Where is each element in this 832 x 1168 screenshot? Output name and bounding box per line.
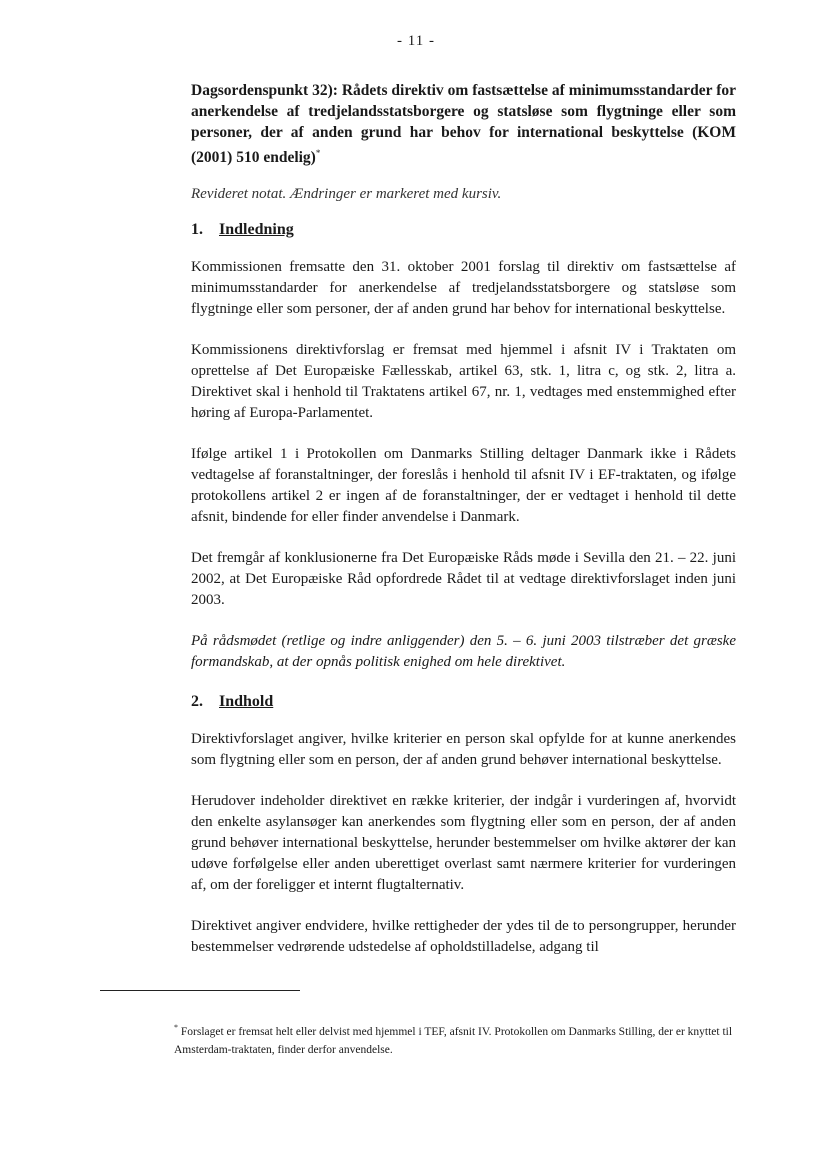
paragraph-revised: På rådsmødet (retlige og indre anliggender) den 5. – 6. juni 2003 tilstræber det græske formandskab, at der opnås politisk enighed om hele direktivet. bbox=[191, 633, 736, 671]
section-label: Indhold bbox=[219, 693, 274, 711]
section-title-indledning bbox=[191, 221, 736, 239]
heading-text: Dagsordenspunkt 32): Rådets direktiv om fastsættelse af minimumsstandarder for anerkendelse af tredjelandsstatsborgere og statsløse som flygtninge eller som personer, der af anden grund har behov for international beskyttelse (KOM (2001) 510 endelig) bbox=[191, 82, 736, 167]
section-number: 2. bbox=[191, 693, 203, 711]
footnote-marker: * bbox=[174, 1023, 178, 1032]
footnote-marker: * bbox=[315, 148, 321, 158]
paragraph: Det fremgår af konklusionerne fra Det Europæiske Råds møde i Sevilla den 21. – 22. juni 2002, at Det Europæiske Råd opfordrede Rådet til at vedtage direktivforslaget inden juni 2003. bbox=[191, 550, 736, 609]
footnote-divider bbox=[100, 990, 300, 991]
section-label: Indledning bbox=[219, 221, 294, 239]
footnote-text: Forslaget er fremsat helt eller delvist med hjemmel i TEF, afsnit IV. Protokollen om Danmarks Stilling, der er knyttet til Amsterdam-traktaten, finder derfor anvendelse. bbox=[174, 1025, 733, 1056]
section-title-indhold bbox=[191, 693, 736, 711]
paragraph: Direktivet angiver endvidere, hvilke rettigheder der ydes til de to persongrupper, herunder bestemmelser vedrørende udstedelse af opholdstilladelse, adgang til bbox=[191, 918, 736, 956]
paragraph: Ifølge artikel 1 i Protokollen om Danmarks Stilling deltager Danmark ikke i Rådets vedtagelse af foranstaltninger, der foreslås i henhold til afsnit IV i EF-traktaten, og ifølge protokollens artikel 2 er ingen af de foranstaltninger, der er vedtaget i henhold til dette afsnit, bindende for eller finder anvendelse i Danmark. bbox=[191, 446, 736, 526]
paragraph: Kommissionens direktivforslag er fremsat med hjemmel i afsnit IV i Traktaten om oprettelse af Det Europæiske Fællesskab, artikel 63, stk. 1, litra c, og stk. 2, litra a. Direktivet skal i henhold til Traktatens artikel 67, nr. 1, vedtages med enstemmighed efter høring af Europa-Parlamentet. bbox=[191, 342, 736, 422]
paragraph: Herudover indeholder direktivet en række kriterier, der indgår i vurderingen af, hvorvidt den enkelte asylansøger kan anerkendes som flygtning eller som en person, der af anden grund behøver international beskyttelse, herunder bestemmelser om hvilke aktører der kan udøve forfølgelse eller anden uberettiget overlast samt nærmere kriterier for vurderingen af, om der foreligger et internt flugtalternativ. bbox=[191, 793, 736, 894]
paragraph: Kommissionen fremsatte den 31. oktober 2001 forslag til direktiv om fastsættelse af minimumsstandarder for anerkendelse af tredjelandsstatsborgere og statsløse som flygtninge eller som personer, der af anden grund har behov for international beskyttelse. bbox=[191, 259, 736, 318]
document-body bbox=[191, 80, 736, 978]
section-number: 1. bbox=[191, 221, 203, 239]
page-number: - 11 - bbox=[397, 33, 435, 49]
footnote bbox=[174, 1019, 734, 1059]
revision-note: Revideret notat. Ændringer er markeret med kursiv. bbox=[191, 186, 502, 203]
agenda-item-heading bbox=[191, 80, 736, 168]
paragraph: Direktivforslaget angiver, hvilke kriterier en person skal opfylde for at kunne anerkendes som flygtning eller som en person, der af anden grund behøver international beskyttelse. bbox=[191, 731, 736, 769]
